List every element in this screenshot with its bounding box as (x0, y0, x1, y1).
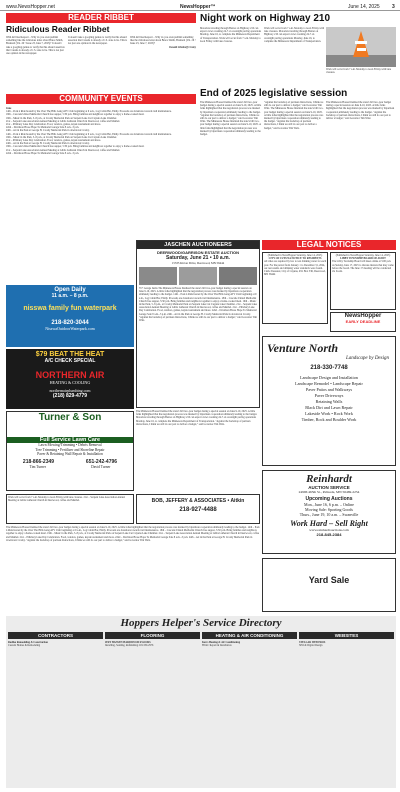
session-paragraph: The Minnesota House finalized the state's bill two-year budget during a special session on June 9-10, 2025. A little folks highlighted that the negotiation process was marked by bipartisan cooperation ultimately leading to the budget. (326, 101, 395, 114)
directory-title: Hoppers Helper's Service Directory (120, 617, 282, 629)
northern-air-logo: NORTHERN AIR (35, 370, 105, 380)
session-col2 (264, 101, 324, 237)
reader-ribbet-paragraph: With All Due Respect – Why do you even publish something like the ridiculous letter about Bruce Smith, Brainerd (Vol. 26 • Issue 23, June 7, 2025)? (6, 36, 63, 46)
newshopper-early-deadline-ad (330, 312, 396, 332)
northern-air-special: A/C CHECK SPECIAL (44, 358, 96, 364)
highway-paragraph: Motorists traveling through Baxter on Highway 210 can expect crews working 24-7 on overnight paving operations Monday, June 16, to complete the Minnesota Department of Transportation. (200, 27, 262, 40)
event-item: 21st – Pillsbury Lake Day Celebration. Food, vendors, games, kayak tournament and more. (6, 139, 101, 143)
reader-ribbet-title: Ridiculous Reader Ribbet (6, 24, 110, 34)
venture-service: Landscape Remodel • Landscape Repair (295, 381, 363, 386)
classified-text: 21st – Serpent Lake Association Annual Meeting at Gibbs Lutheran Church in Deerwood, coffee and Manbel. (6, 532, 260, 539)
auction-listing-column (136, 410, 260, 492)
jaschen-address: 15335 Kirton Drive, Deerwood, MN 56444 (171, 261, 225, 265)
jaschen-items (137, 287, 259, 407)
legal-notice-pubdate: (Published in NewsHopper Saturday, June 14, 2025) (335, 254, 391, 257)
jaschen-date: Saturday, June 21 • 10 a.m. (166, 255, 230, 261)
jaschen-filler: 18th – Cascade United Methodist Church free supper, 5:30 p.m. Bring families and neighbors together to enjoy a home-cooked meal. (139, 296, 257, 303)
event-item: 18th – Cascade United Methodist Church free supper, 5:30 p.m. Bring families and neighbors together to enjoy a home-cooked meal. (6, 145, 145, 149)
jaschen-filler: 19th – Music in the Park, 5–8 p.m., at Crosby Memorial Park on Serpent Lake Cut Cuyuna Lake Chamber. (139, 299, 257, 307)
legal-notice-heading: LIBBY TOWNSHIP BOARD OF AUDIT (340, 257, 386, 261)
directory-column-websites (299, 632, 394, 786)
jaschen-filler: 21st – Pillsbury Lake Day Celebration. Food, vendors, games, kayak tournament and more. (139, 306, 255, 313)
venture-north-logo: Venture North (267, 341, 339, 355)
classified-text: 21st – Serpent Lake Association Annual Meeting at Gibbs Lutheran Church in Deerwood, coffee and Manbel. (8, 496, 126, 503)
reinhardt-upcoming: Upcoming Auctions (305, 496, 353, 502)
issue-date: June 14, 2025 (348, 4, 380, 10)
yard-sale-ad (262, 558, 396, 612)
legal-notice-libby (330, 252, 396, 310)
northern-air-phone[interactable]: (218) 829-4779 (52, 393, 88, 399)
directory-column-head: WEBSITES (299, 632, 394, 639)
session-paragraph: The Minnesota House finalized the state's bill two-year budget during a special session on June 9-10, 2025. A little folks highlighted that the negotiation process was marked by bipartisan cooperation ultimately leading to the budget. (200, 101, 262, 114)
jaschen-note: 55+ Garage Items (139, 287, 158, 290)
directory-business-name: STELLAR WEB PROS (299, 641, 326, 644)
highway-paragraph: Work will occur from 7 a.m. Monday to noon Friday with lane closures. (200, 36, 261, 43)
bob-jeffery-ad (136, 494, 260, 524)
event-item: 18th – Cascade United Methodist Church free supper, 5:30 p.m. Bring families and neighbors together to enjoy a home-cooked meal. (6, 113, 145, 117)
jaschen-filler: The Minnesota House finalized the state's bill two-year budget during a special session on June 9-10, 2025. A little folks highlighted that the negotiation process was marked by bipartisan cooperation ultimately leading to the budget. (139, 287, 252, 297)
reinhardt-logo: Reinhardt (306, 473, 352, 485)
event-item: 21st – Serpent Lake Association Annual Meeting at Gibbs Lutheran Church in Deerwood, coffee and Manbel. (6, 119, 120, 123)
highway-paragraph: Work will occur from 7 a.m. Monday to noon Friday with lane closures. (326, 68, 391, 75)
turner-phone[interactable]: 651-242-4796 (85, 458, 118, 465)
legal-notice-pubdate: (Published in NewsHopper Saturday, June 14, 2025) (267, 254, 323, 257)
venture-service: Landscape Design and Installation (300, 375, 358, 380)
session-paragraph: The Minnesota House finalized the state's bill two-year budget during a special session on June 9-10, 2025. A little folks highlighted that the negotiation process was marked by bipartisan cooperation ultimately leading to the budget. (200, 120, 261, 137)
session-paragraph: The Minnesota House finalized the state's bill two-year budget during a special session on June 9-10, 2025. A little folks highlighted that the negotiation process was marked by bipartisan cooperation ultimately leading to the budget. (264, 107, 324, 124)
nisswa-waterpark-ad (6, 285, 134, 347)
classified-text-block (6, 526, 260, 612)
jaschen-filler: 21st – Serpent Lake Association Annual Meeting at Gibbs Lutheran Church in Deerwood, coffee and Manbel. (139, 303, 257, 310)
reader-ribbet-col2 (68, 36, 128, 90)
legal-notice-cuyuna (262, 252, 328, 324)
reinhardt-auction-ad (262, 470, 396, 554)
venture-north-ad (262, 336, 396, 466)
auction-photo (179, 267, 217, 285)
reinhardt-tagline: Work Hard – Sell Right (290, 519, 368, 528)
session-col1 (200, 101, 262, 237)
reinhardt-line: Moving Sale: Sporting Goods (305, 507, 353, 512)
legal-notice-heading: CITY OF CUYUNA NOTICE TO RESIDENTS (268, 257, 322, 261)
page-header (0, 3, 400, 11)
turner-service: Tree Trimming • Fertilizer and Shoreline Repair (35, 447, 105, 452)
jaschen-title: JASCHEN AUCTIONEERS (137, 241, 259, 249)
event-item: 21st – Pillsbury Lake Day Celebration. Food, vendors, games, kayak tournament and more. (6, 123, 101, 127)
legal-notice-body: The Libby Township Board will meet online at 5:00 p.m. on Sunday, June 17, 2025 to discuss matters that may come before the board. The June 17 meeting will be conducted via Zoom. (332, 260, 394, 274)
directory-business-detail: Custom Homes & Remodeling (8, 644, 41, 648)
highway-col1 (200, 27, 262, 85)
jaschen-photos (139, 267, 257, 285)
reinhardt-line: Thurs., June 19, 10 a.m. – Swanville (299, 512, 359, 517)
directory-column-contractors (8, 632, 103, 786)
traffic-cone-icon (326, 27, 396, 67)
reader-ribbet-signature: Donald Udenhoff Crosby (169, 45, 196, 49)
jaschen-location: DEERWOOD/GARRISON ESTATE AUCTION (156, 250, 240, 255)
northern-air-ad (6, 349, 134, 409)
event-item: 24th – Art in the Park at George H. Crosby Memorial Park in downtown Crosby. (6, 129, 90, 133)
events-month: June (6, 107, 12, 110)
session-headline: End of 2025 legislative session (200, 88, 348, 99)
auction-listing-text: The Minnesota House finalized the state's bill two-year budget during a special session on June 9-10, 2025. A little folks highlighted that the negotiation process was marked by bipartisan cooperation ultimately leading to the budget. (136, 410, 258, 417)
site-url[interactable]: www.NewsHopper.net (6, 4, 55, 10)
event-item: 22nd – Davidson Brose Hope To Memorial Garage Sale 8 a.m.–3 p.m. (6, 126, 80, 130)
turner-name: Tim Turner (29, 464, 46, 469)
session-paragraph: "Against the backdrop of partisan distractions, I think we still do our part to deliver a budget," said Governor Tim Walz. (264, 120, 317, 130)
early-deadline-label: EARLY DEADLINE (345, 319, 381, 324)
newshopper-logo: NewsHopper (344, 313, 382, 319)
classified-text: The Minnesota House finalized the state's bill two-year budget during a special session on June 9-10, 2025. A little folks highlighted that the negotiation process was marked by bipartisan cooperation ultimately leading to the budget. (6, 526, 247, 529)
directory-column-head: CONTRACTORS (8, 632, 103, 639)
auction-photo (219, 267, 257, 285)
turner-name: David Turner (91, 464, 111, 469)
reader-ribbet-paragraph: With All Due Respect – Why do you even publish something like the ridiculous letter about Bruce Smith, Brainerd (Vol. 26 • Issue 23, June 7, 2025)? (130, 36, 196, 46)
venture-north-phone[interactable]: 218-330-7748 (310, 365, 348, 371)
session-paragraph: "Against the backdrop of partisan distractions, I think we still do our part to deliver a budget," said Governor Tim Walz. (264, 101, 324, 111)
highway-paragraph: Work will occur from 7 a.m. Monday to noon Friday with lane closures. (264, 27, 324, 34)
event-item: 21st – Serpent Lake Association Annual Meeting at Gibbs Lutheran Church in Deerwood, coffee and Manbel. (6, 148, 120, 152)
reader-ribbet-col3 (130, 36, 196, 90)
reinhardt-sub: AUCTION SERVICE (308, 485, 350, 490)
service-directory (6, 616, 396, 788)
nisswa-open-daily: Open Daily (54, 287, 86, 293)
directory-column-flooring (105, 632, 200, 786)
reinhardt-phone[interactable]: 218-845-2384 (316, 532, 342, 537)
jaschen-auction-ad (136, 240, 260, 408)
turner-son-tagline: Full Service Lawn Care (7, 437, 133, 443)
event-item: 24th – Art in the Park at George H. Crosby Memorial Park in downtown Crosby. (6, 142, 90, 146)
venture-service: Lakeside Work • Rock Work (305, 411, 353, 416)
session-paragraph: "Against the backdrop of partisan distractions, I think we still do our part to deliver a budget," said Governor Tim Walz. (326, 110, 391, 121)
venture-north-sub: Landscape by Design (345, 356, 389, 361)
highway-headline: Night work on Highway 210 (200, 13, 331, 24)
venture-service: Retaining Walls (315, 399, 343, 404)
northern-air-sub: HEATING & COOLING (49, 380, 91, 385)
classified-text: "Against the backdrop of partisan distractions, I think we still do our part to deliver a budget," said Governor Tim Walz. (26, 538, 151, 542)
auction-listing-text: "Against the backdrop of partisan distractions, I think we still do our part to deliver a budget," said Governor Tim Walz. (136, 419, 251, 426)
legal-notice-signature: Clerk-Treasurer, City of Cuyuna, P.O. Box 536, Deerwood, MN 56444 (264, 270, 326, 277)
classified-text: 18th – Cascade United Methodist Church free supper, 5:30 p.m. Bring families and neighbors together to enjoy a home-cooked meal. (6, 529, 257, 536)
venture-service: Timber, Rock and Boulder Work (301, 417, 357, 422)
classified-text: 21st – Pillsbury Lake Day Celebration. Food, vendors, games, kayak tournament and more. (19, 535, 115, 539)
event-item: 22nd – Davidson Brose Hope To Memorial Garage Sale 8 a.m.–3 p.m. (6, 151, 80, 155)
venture-service: Paver Driveways (314, 393, 344, 398)
page-number: 3 (392, 4, 395, 10)
reader-ribbet-paragraph: It doesn't take a googling genius to verify that his absurd assertion that Canada is already a U.S. state is lie. This is not just one opinion in the newspaper. (68, 36, 128, 46)
reader-ribbet-col1 (6, 36, 66, 90)
nisswa-name: nisswa family fun waterpark (23, 305, 117, 312)
event-item: 14th – Pork n Ride hosted by the Over The Hills Gang ATV Club beginning at 9 a.m., Log Cabin Bar, Emily. Proceeds are donations towards trail maintenance. (6, 110, 172, 114)
nisswa-phone[interactable]: 218-820-3044 (51, 320, 89, 326)
classified-text: 24th – Art in the Park at George H. Crosby Memorial Park in downtown Crosby. (6, 535, 253, 542)
classified-text: 14th – Pork n Ride hosted by the Over The Hills Gang ATV Club beginning at 9 a.m., Log Cabin Bar, Emily. Proceeds are donations towards trail maintenance. (6, 526, 260, 533)
legal-notice-body: All cities are required by law to test drinking water for each year. For the period from January 1 to December 31, 2024, our test results and drinking water standards were found. (264, 260, 327, 270)
venture-service: Black Dirt and Lawn Repair (305, 405, 353, 410)
legal-notices-banner: LEGAL NOTICES (262, 240, 396, 250)
session-paragraph: "Against the backdrop of partisan distractions, I think we still do our part to deliver a budget," said Governor Tim Walz. (200, 113, 260, 124)
directory-business-detail: SEO & Digital Design (299, 644, 323, 648)
northern-air-price: $79 BEAT THE HEAT (35, 351, 105, 358)
jaschen-filler: 24th – Art in the Park at George H. Crosby Memorial Park in downtown Crosby. (167, 312, 251, 316)
reinhardt-address: 24996 465th St., Palisade, MN 56469-2254 (298, 490, 360, 494)
jaschen-filler: "Against the backdrop of partisan distractions, I think we still do our part to deliver a budget," said Governor Tim Walz. (139, 315, 257, 323)
reinhardt-line: Mon., June 16, 6 p.m. – Online (304, 502, 354, 507)
bob-jeffery-title: BOB, JEFFERY & ASSOCIATES • Aitkin (151, 498, 245, 504)
yard-sale-title: Yard Sale (308, 575, 350, 585)
northern-air-website[interactable]: northernairplumbing.com (49, 388, 91, 393)
jaschen-filler: 22nd – Davidson Brose Hope To Memorial Garage Sale 8 a.m.–3 p.m. (139, 309, 257, 316)
nisswa-website[interactable]: NisswaOutdoorWaterpark.com (45, 326, 95, 331)
masthead-name: NewsHopper™ (180, 4, 216, 10)
reader-ribbet-banner: READER RIBBET (6, 13, 196, 23)
directory-business-name: JEFF HANSEN HARDWOOD FLOORS (105, 641, 151, 644)
venture-service: Paver Patios and Walkways (305, 387, 353, 392)
reader-ribbet-paragraph: It doesn't take a googling genius to verify that his absurd assertion that Canada is already a U.S. state is lie. This is not just one opinion in the newspaper. (6, 42, 65, 56)
highway-paragraph: Motorists traveling through Baxter on Highway 210 can expect crews working 24-7 on overnight paving operations Monday, June 16, to complete the Minnesota Department of Transportation. (264, 30, 322, 43)
classified-text: Work will occur from 7 a.m. Monday to noon Friday with lane closures. (8, 496, 83, 499)
reinhardt-website[interactable]: www.reinhardtauctions.com (309, 528, 349, 532)
auction-listing-text: Motorists traveling through Baxter on Highway 210 can expect crews working 24-7 on overnight paving operations Monday, June 16, to complete the Minnesota Department of Transportation. (136, 416, 257, 423)
directory-column-head: FLOORING (105, 632, 200, 639)
turner-son-ad (6, 411, 134, 491)
highway-col2 (264, 27, 324, 85)
community-events-banner: COMMUNITY EVENTS (6, 94, 196, 104)
venture-north-services (263, 375, 395, 423)
highway-col3 (326, 68, 396, 85)
turner-son-logo: Turner & Son (38, 412, 102, 423)
directory-business-detail: HVAC Repair & Installation (202, 644, 232, 648)
event-item: 19th – Music in the Park, 5–8 p.m., at Crosby Memorial Park on Serpent Lake Cut Cuyuna Lake Chamber. (6, 135, 117, 139)
turner-service: Paver & Retaining Wall Repair & Installation (37, 452, 103, 457)
classified-text: 19th – Music in the Park, 5–8 p.m., at Crosby Memorial Park on Serpent Lake Cut Cuyuna Lake Chamber. (47, 532, 159, 536)
directory-column-head: HEATING & AIR CONDITIONING (202, 632, 297, 639)
turner-son-services (7, 443, 133, 457)
nisswa-hours: 11 a.m. – 8 p.m. (51, 293, 89, 299)
classified-listings (6, 494, 134, 524)
auction-photo (139, 267, 177, 285)
turner-service: Lawn Mowing/Trimming • Debris Removal (38, 443, 102, 447)
turner-phone[interactable]: 218-866-2349 (22, 458, 55, 465)
event-item: 19th – Music in the Park, 5–8 p.m., at Crosby Memorial Park on Serpent Lake Cut Cuyuna Lake Chamber. (6, 116, 117, 120)
event-item: 14th – Pork n Ride hosted by the Over The Hills Gang ATV Club beginning at 9 a.m., Log Cabin Bar, Emily. Proceeds are donations towards trail maintenance. (6, 132, 172, 136)
road-construction-photo (326, 27, 396, 67)
classified-text: 22nd – Davidson Brose Hope To Memorial Garage Sale 8 a.m.–3 p.m. (115, 535, 189, 539)
session-col3 (326, 101, 396, 237)
directory-business-name: Radtke Remodeling & Construction (8, 641, 48, 644)
jaschen-filler: 14th – Pork n Ride hosted by the Over The Hills Gang ATV Club beginning at 9 a.m., Log Cabin Bar, Emily. Proceeds are donations towards trail maintenance. (139, 293, 257, 300)
bob-jeffery-phone[interactable]: 218-927-4488 (179, 507, 217, 513)
turner-names (7, 465, 133, 469)
directory-business-name: Ken's Heating & Air Conditioning (202, 641, 240, 644)
directory-column-hvac (202, 632, 297, 786)
directory-business-detail: Installing, Sanding, Refinishing 218-330-2976 (105, 644, 154, 648)
